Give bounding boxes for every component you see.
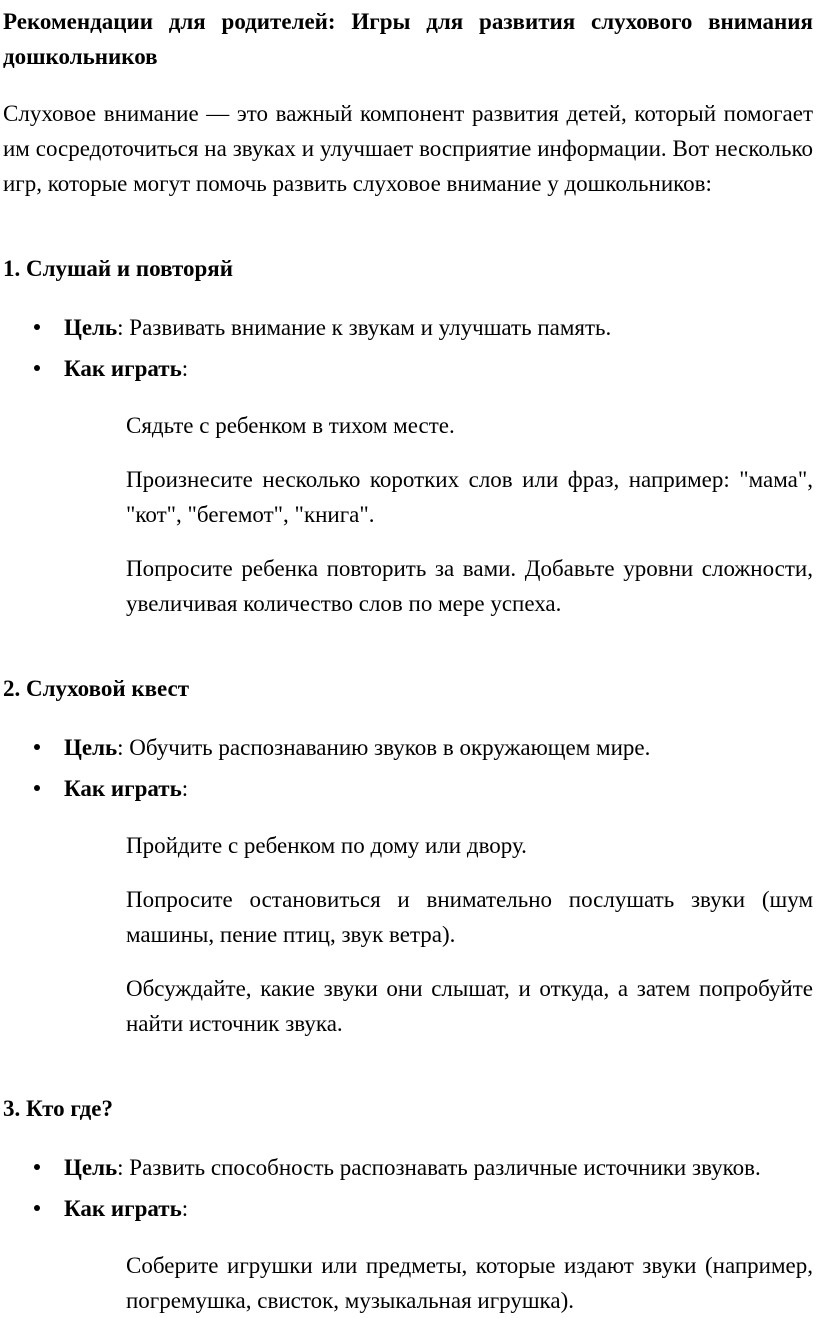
bullet-icon — [34, 744, 40, 750]
howto-label: Как играть — [64, 1196, 182, 1221]
step-paragraph: Попросите ребенка повторить за вами. Добавьте уровни сложности, увеличивая количество слов по мере успеха. — [126, 556, 813, 616]
steps-block — [126, 408, 813, 621]
bullet-icon — [34, 324, 40, 330]
howto-suffix: : — [181, 776, 189, 801]
section-meta-list — [3, 730, 816, 806]
howto-suffix: : — [181, 1196, 189, 1221]
bullet-icon — [34, 785, 40, 791]
game-section-2 — [3, 671, 816, 1041]
goal-item — [3, 730, 816, 765]
howto-item — [3, 351, 816, 386]
step-paragraph: Соберите игрушки или предметы, которые издают звуки (например, погремушка, свисток, музыкальная игрушка). — [126, 1253, 813, 1313]
step-paragraph: Произнесите несколько коротких слов или фраз, например: "мама", "кот", "бегемот", "книга". — [126, 467, 813, 527]
document-title: Рекомендации для родителей: Игры для развития слухового внимания дошкольников — [3, 9, 813, 69]
step-paragraph: Обсуждайте, какие звуки они слышат, и откуда, а затем попробуйте найти источник звука. — [126, 976, 813, 1036]
howto-label: Как играть — [64, 356, 182, 381]
section-heading: 3. Кто где? — [3, 1096, 113, 1121]
game-section-3 — [3, 1091, 816, 1318]
goal-text: : Обучить распознаванию звуков в окружающем мире. — [117, 735, 651, 760]
step-paragraph: Сядьте с ребенком в тихом месте. — [126, 413, 455, 438]
steps-block — [126, 828, 813, 1041]
goal-label: Цель — [64, 735, 118, 760]
game-section-1 — [3, 251, 816, 621]
section-meta-list — [3, 1150, 816, 1226]
step-paragraph: Попросите остановиться и внимательно послушать звуки (шум машины, пение птиц, звук ветра). — [126, 887, 813, 947]
steps-block — [126, 1248, 813, 1318]
goal-label: Цель — [64, 315, 118, 340]
goal-label: Цель — [64, 1155, 118, 1180]
howto-item — [3, 1191, 816, 1226]
goal-text: : Развивать внимание к звукам и улучшать память. — [117, 315, 612, 340]
goal-item — [3, 1150, 816, 1185]
step-paragraph: Пройдите с ребенком по дому или двору. — [126, 833, 527, 858]
howto-suffix: : — [181, 356, 189, 381]
howto-item — [3, 771, 816, 806]
goal-text: : Развить способность распознавать различные источники звуков. — [117, 1155, 761, 1180]
section-heading: 2. Слуховой квест — [3, 676, 189, 701]
bullet-icon — [34, 1164, 40, 1170]
section-meta-list — [3, 310, 816, 386]
bullet-icon — [34, 1205, 40, 1211]
intro-paragraph: Слуховое внимание — это важный компонент развития детей, который помогает им сосредоточиться на звуках и улучшает восприятие информации. Вот несколько игр, которые могут помочь развить слуховое внимание у дошкольников: — [3, 101, 813, 196]
howto-label: Как играть — [64, 776, 182, 801]
goal-item — [3, 310, 816, 345]
section-heading: 1. Слушай и повторяй — [3, 256, 233, 281]
bullet-icon — [34, 365, 40, 371]
